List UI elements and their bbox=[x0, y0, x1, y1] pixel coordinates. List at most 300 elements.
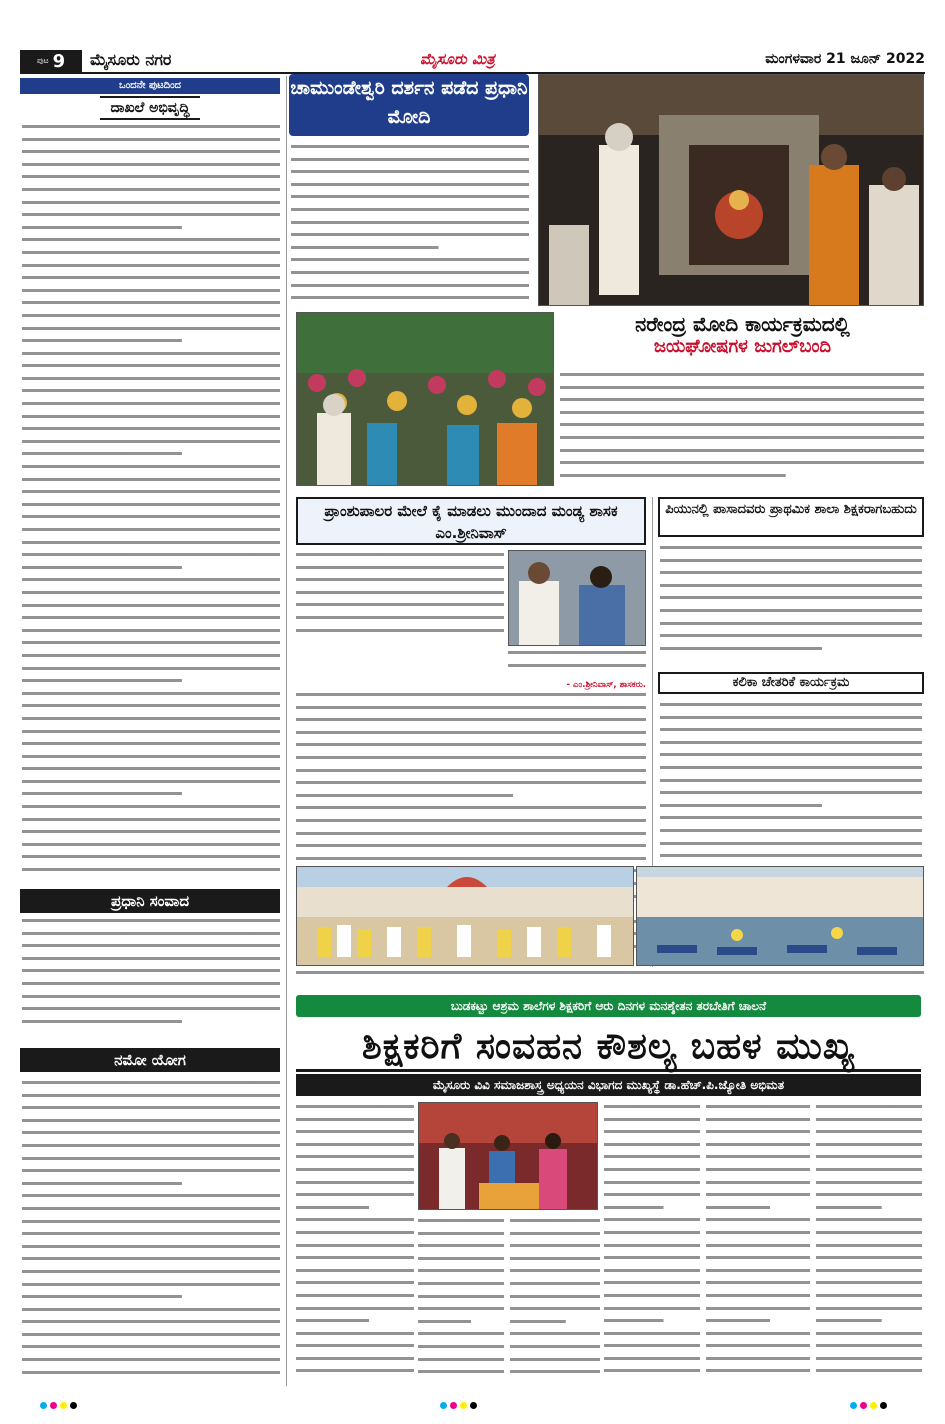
text-line bbox=[604, 1291, 700, 1300]
text-line bbox=[816, 1341, 922, 1350]
text-line bbox=[604, 1102, 700, 1111]
text-line bbox=[706, 1203, 810, 1212]
text-line bbox=[660, 593, 922, 602]
text-line bbox=[510, 1355, 600, 1364]
training-headline: ಶಿಕ್ಷಕರಿಗೆ ಸಂವಹನ ಕೌಶಲ್ಯ ಬಹಳ ಮುಖ್ಯ bbox=[296, 1022, 921, 1072]
text-line bbox=[816, 1203, 922, 1212]
text-line bbox=[816, 1165, 922, 1174]
text-line bbox=[296, 1178, 414, 1187]
text-line bbox=[22, 550, 280, 559]
text-line bbox=[22, 286, 280, 295]
text-line bbox=[604, 1366, 700, 1375]
text-line bbox=[816, 1278, 922, 1287]
text-line bbox=[604, 1115, 700, 1124]
text-line bbox=[291, 218, 529, 227]
text-line bbox=[296, 703, 646, 712]
text-line bbox=[22, 1254, 280, 1263]
text-line bbox=[291, 167, 529, 176]
text-line bbox=[296, 1366, 414, 1375]
text-line bbox=[706, 1304, 810, 1313]
text-line bbox=[22, 1342, 280, 1351]
rally-photo bbox=[296, 312, 554, 486]
text-line bbox=[660, 581, 922, 590]
rally-photo-illustration bbox=[297, 313, 554, 486]
text-line bbox=[291, 230, 529, 239]
text-line bbox=[296, 1278, 414, 1287]
text-line bbox=[22, 651, 280, 660]
section-title: ಮೈಸೂರು ನಗರ bbox=[90, 50, 172, 69]
registration-dot-black bbox=[880, 1402, 887, 1409]
text-line bbox=[296, 740, 646, 749]
text-line bbox=[22, 777, 280, 786]
learning-headline: ಕಲಿಕಾ ಚೇತರಿಕೆ ಕಾರ್ಯಕ್ರಮ bbox=[658, 672, 924, 694]
text-line bbox=[22, 1128, 280, 1137]
text-line bbox=[706, 1253, 810, 1262]
issue-date: ಮಂಗಳವಾರ 21 ಜೂನ್ 2022 bbox=[765, 51, 925, 67]
text-line bbox=[22, 1091, 280, 1100]
text-line bbox=[510, 1304, 600, 1313]
training-text-col6 bbox=[816, 1102, 922, 1387]
text-line bbox=[22, 689, 280, 698]
text-line bbox=[816, 1266, 922, 1275]
temple-photo bbox=[538, 74, 924, 306]
text-line bbox=[22, 525, 280, 534]
text-line bbox=[22, 1116, 280, 1125]
registration-marks-left bbox=[40, 1402, 77, 1409]
text-line bbox=[816, 1316, 922, 1325]
registration-marks-right bbox=[850, 1402, 887, 1409]
text-line bbox=[22, 676, 280, 685]
text-line bbox=[22, 1017, 280, 1026]
registration-dot-cyan bbox=[850, 1402, 857, 1409]
text-line bbox=[706, 1140, 810, 1149]
text-line bbox=[816, 1215, 922, 1224]
text-line bbox=[22, 210, 280, 219]
text-line bbox=[296, 588, 504, 597]
text-line bbox=[510, 1266, 600, 1275]
text-line bbox=[22, 1292, 280, 1301]
text-line bbox=[816, 1366, 922, 1375]
text-line bbox=[296, 753, 646, 762]
text-line bbox=[510, 1367, 600, 1376]
text-line bbox=[508, 661, 646, 670]
text-line bbox=[296, 600, 504, 609]
mla-photo bbox=[508, 550, 646, 646]
text-line bbox=[604, 1178, 700, 1187]
text-line bbox=[296, 550, 504, 559]
text-line bbox=[418, 1329, 504, 1338]
text-line bbox=[22, 147, 280, 156]
text-line bbox=[296, 816, 646, 825]
text-line bbox=[418, 1266, 504, 1275]
text-line bbox=[291, 192, 529, 201]
text-line bbox=[660, 776, 922, 785]
text-line bbox=[22, 1280, 280, 1289]
text-line bbox=[510, 1241, 600, 1250]
heading-development: ದಾಖಲೆ ಅಭಿವೃದ್ಧಿ bbox=[20, 96, 280, 120]
page-number: 9 bbox=[52, 50, 66, 72]
text-line bbox=[22, 223, 280, 232]
text-line bbox=[22, 1154, 280, 1163]
text-line bbox=[296, 841, 646, 850]
text-line bbox=[510, 1279, 600, 1288]
text-line bbox=[418, 1279, 504, 1288]
text-line bbox=[604, 1127, 700, 1136]
text-line bbox=[604, 1266, 700, 1275]
text-line bbox=[706, 1165, 810, 1174]
text-line bbox=[22, 248, 280, 257]
text-line bbox=[418, 1254, 504, 1263]
text-line bbox=[418, 1241, 504, 1250]
text-line bbox=[22, 802, 280, 811]
text-line bbox=[296, 1316, 414, 1325]
rally-headline-line2: ಜಯಘೋಷಗಳ ಜುಗಲ್‌ಬಂದಿ bbox=[653, 336, 832, 357]
text-line bbox=[706, 1115, 810, 1124]
training-photo bbox=[418, 1102, 598, 1210]
text-line bbox=[22, 1317, 280, 1326]
text-line bbox=[22, 752, 280, 761]
text-line bbox=[22, 701, 280, 710]
text-line bbox=[560, 395, 924, 404]
registration-dot-magenta bbox=[50, 1402, 57, 1409]
text-line bbox=[296, 690, 646, 699]
registration-dot-black bbox=[470, 1402, 477, 1409]
text-line bbox=[296, 1140, 414, 1149]
text-line bbox=[706, 1228, 810, 1237]
text-line bbox=[604, 1215, 700, 1224]
registration-dot-yellow bbox=[60, 1402, 67, 1409]
text-line bbox=[22, 399, 280, 408]
text-line bbox=[296, 1152, 414, 1161]
text-line bbox=[706, 1316, 810, 1325]
text-line bbox=[291, 180, 529, 189]
teacher-headline: ಪಿಯುನಲ್ಲಿ ಪಾಸಾದವರು ಪ್ರಾಥಮಿಕ ಶಾಲಾ ಶಿಕ್ಷಕರಾಗಬಹುದು bbox=[658, 497, 924, 537]
text-line bbox=[660, 713, 922, 722]
text-line bbox=[296, 1203, 414, 1212]
text-line bbox=[706, 1215, 810, 1224]
temple-headline: ಚಾಮುಂಡೇಶ್ವರಿ ದರ್ಶನ ಪಡೆದ ಪ್ರಧಾನಿ ಮೋದಿ bbox=[289, 74, 529, 136]
text-line bbox=[816, 1354, 922, 1363]
text-line bbox=[706, 1152, 810, 1161]
text-line bbox=[22, 1204, 280, 1213]
text-line bbox=[22, 500, 280, 509]
text-line bbox=[604, 1152, 700, 1161]
text-line bbox=[660, 826, 922, 835]
text-line bbox=[706, 1190, 810, 1199]
text-line bbox=[296, 728, 646, 737]
text-line bbox=[660, 801, 922, 810]
text-line bbox=[296, 1291, 414, 1300]
text-line bbox=[510, 1317, 600, 1326]
text-line bbox=[604, 1304, 700, 1313]
text-line bbox=[22, 840, 280, 849]
text-line bbox=[296, 626, 504, 635]
text-line bbox=[816, 1102, 922, 1111]
registration-dot-cyan bbox=[40, 1402, 47, 1409]
text-line bbox=[816, 1190, 922, 1199]
text-line bbox=[22, 664, 280, 673]
text-line bbox=[22, 1217, 280, 1226]
text-line bbox=[660, 725, 922, 734]
text-line bbox=[660, 700, 922, 709]
text-line bbox=[22, 727, 280, 736]
text-line bbox=[22, 979, 280, 988]
text-line bbox=[706, 1127, 810, 1136]
text-line bbox=[22, 966, 280, 975]
text-line bbox=[22, 865, 280, 874]
text-line bbox=[706, 1354, 810, 1363]
text-line bbox=[296, 1253, 414, 1262]
text-line bbox=[604, 1341, 700, 1350]
registration-dot-cyan bbox=[440, 1402, 447, 1409]
text-line bbox=[296, 715, 646, 724]
text-line bbox=[604, 1278, 700, 1287]
text-line bbox=[22, 261, 280, 270]
text-line bbox=[22, 852, 280, 861]
text-line bbox=[22, 424, 280, 433]
text-line bbox=[22, 1368, 280, 1377]
registration-marks-center bbox=[440, 1402, 477, 1409]
text-line bbox=[660, 763, 922, 772]
text-line bbox=[291, 255, 529, 264]
text-line bbox=[660, 606, 922, 615]
mla-article-text-a bbox=[296, 550, 504, 650]
text-line bbox=[291, 293, 529, 302]
training-text-col3 bbox=[510, 1216, 600, 1386]
yoga-mats-illustration bbox=[637, 867, 924, 966]
text-line bbox=[560, 471, 924, 480]
text-line bbox=[560, 383, 924, 392]
registration-dot-yellow bbox=[870, 1402, 877, 1409]
text-line bbox=[22, 1267, 280, 1276]
text-line bbox=[296, 854, 646, 863]
mla-quote bbox=[508, 648, 646, 688]
text-line bbox=[816, 1115, 922, 1124]
text-line bbox=[418, 1304, 504, 1313]
text-line bbox=[22, 916, 280, 925]
mla-quote-text bbox=[508, 648, 646, 680]
text-line bbox=[418, 1292, 504, 1301]
text-line bbox=[660, 568, 922, 577]
text-line bbox=[22, 160, 280, 169]
text-line bbox=[604, 1228, 700, 1237]
text-line bbox=[510, 1229, 600, 1238]
article-yoga-text bbox=[22, 1078, 280, 1388]
text-line bbox=[22, 1330, 280, 1339]
paper-name: ಮೈಸೂರು ಮಿತ್ರ bbox=[420, 50, 495, 68]
text-line bbox=[816, 1140, 922, 1149]
text-line bbox=[816, 1304, 922, 1313]
text-line bbox=[296, 1241, 414, 1250]
registration-dot-magenta bbox=[860, 1402, 867, 1409]
registration-dot-black bbox=[70, 1402, 77, 1409]
page-label: ಪುಟ bbox=[36, 56, 49, 65]
text-line bbox=[296, 575, 504, 584]
text-line bbox=[296, 1228, 414, 1237]
text-line bbox=[22, 122, 280, 131]
text-line bbox=[22, 1103, 280, 1112]
temple-photo-illustration bbox=[539, 75, 924, 306]
text-line bbox=[604, 1165, 700, 1174]
text-line bbox=[291, 155, 529, 164]
yoga-photo-group bbox=[296, 866, 634, 966]
text-line bbox=[22, 412, 280, 421]
text-line bbox=[22, 349, 280, 358]
text-line bbox=[22, 172, 280, 181]
text-line bbox=[660, 631, 922, 640]
text-line bbox=[296, 1102, 414, 1111]
text-line bbox=[660, 556, 922, 565]
text-line bbox=[816, 1253, 922, 1262]
text-line bbox=[660, 851, 922, 860]
text-line bbox=[560, 370, 924, 379]
text-line bbox=[660, 788, 922, 797]
text-line bbox=[418, 1367, 504, 1376]
text-line bbox=[418, 1342, 504, 1351]
mla-photo-illustration bbox=[509, 551, 646, 646]
text-line bbox=[510, 1292, 600, 1301]
text-line bbox=[706, 1278, 810, 1287]
text-line bbox=[706, 1102, 810, 1111]
training-text-col4 bbox=[604, 1102, 700, 1387]
text-line bbox=[296, 1329, 414, 1338]
text-line bbox=[604, 1329, 700, 1338]
text-line bbox=[22, 298, 280, 307]
text-line bbox=[706, 1266, 810, 1275]
text-line bbox=[816, 1127, 922, 1136]
text-line bbox=[22, 324, 280, 333]
text-line bbox=[604, 1253, 700, 1262]
text-line bbox=[706, 1241, 810, 1250]
text-line bbox=[22, 827, 280, 836]
text-line bbox=[560, 458, 924, 467]
heading-namo-yoga: ನಮೋ ಯೋಗ bbox=[20, 1048, 280, 1072]
text-line bbox=[660, 619, 922, 628]
rally-headline bbox=[560, 312, 925, 357]
text-line bbox=[22, 1166, 280, 1175]
text-line bbox=[22, 374, 280, 383]
text-line bbox=[22, 563, 280, 572]
text-line bbox=[22, 361, 280, 370]
text-line bbox=[296, 1115, 414, 1124]
text-line bbox=[296, 766, 646, 775]
text-line bbox=[22, 941, 280, 950]
text-line bbox=[296, 829, 646, 838]
continued-kicker: ಒಂದನೇ ಪುಟದಿಂದ bbox=[20, 78, 280, 94]
text-line bbox=[816, 1329, 922, 1338]
text-line bbox=[296, 1304, 414, 1313]
text-line bbox=[296, 1127, 414, 1136]
text-line bbox=[22, 386, 280, 395]
text-line bbox=[22, 1004, 280, 1013]
text-line bbox=[296, 613, 504, 622]
training-text-col2 bbox=[418, 1216, 504, 1386]
text-line bbox=[22, 135, 280, 144]
text-line bbox=[22, 613, 280, 622]
text-line bbox=[816, 1152, 922, 1161]
text-line bbox=[706, 1341, 810, 1350]
text-line bbox=[660, 839, 922, 848]
training-photo-illustration bbox=[419, 1103, 598, 1210]
text-line bbox=[418, 1317, 504, 1326]
text-line bbox=[22, 714, 280, 723]
text-line bbox=[604, 1190, 700, 1199]
text-line bbox=[560, 433, 924, 442]
mla-quote-attribution: - ಎಂ.ಶ್ರೀನಿವಾಸ್, ಶಾಸಕರು. bbox=[566, 680, 646, 690]
text-line bbox=[22, 487, 280, 496]
text-line bbox=[22, 198, 280, 207]
yoga-photo-mats bbox=[636, 866, 924, 966]
text-line bbox=[706, 1366, 810, 1375]
text-line bbox=[291, 281, 529, 290]
text-line bbox=[510, 1342, 600, 1351]
text-line bbox=[22, 449, 280, 458]
text-line bbox=[296, 1341, 414, 1350]
text-line bbox=[22, 789, 280, 798]
yoga-caption-text bbox=[296, 968, 924, 990]
text-line bbox=[22, 336, 280, 345]
text-line bbox=[22, 626, 280, 635]
text-line bbox=[22, 1305, 280, 1314]
text-line bbox=[22, 1242, 280, 1251]
text-line bbox=[816, 1241, 922, 1250]
text-line bbox=[296, 778, 646, 787]
text-line bbox=[510, 1329, 600, 1338]
masthead bbox=[20, 48, 925, 74]
text-line bbox=[22, 462, 280, 471]
text-line bbox=[22, 575, 280, 584]
text-line bbox=[560, 420, 924, 429]
text-line bbox=[22, 1355, 280, 1364]
text-line bbox=[22, 1078, 280, 1087]
text-line bbox=[22, 538, 280, 547]
text-line bbox=[22, 739, 280, 748]
text-line bbox=[22, 273, 280, 282]
text-line bbox=[510, 1254, 600, 1263]
text-line bbox=[22, 512, 280, 521]
text-line bbox=[22, 954, 280, 963]
text-line bbox=[22, 1141, 280, 1150]
text-line bbox=[604, 1316, 700, 1325]
text-line bbox=[22, 1179, 280, 1188]
text-line bbox=[22, 764, 280, 773]
text-line bbox=[660, 644, 922, 653]
text-line bbox=[22, 311, 280, 320]
text-line bbox=[418, 1355, 504, 1364]
text-line bbox=[291, 205, 529, 214]
text-line bbox=[296, 1215, 414, 1224]
text-line bbox=[296, 791, 646, 800]
mla-headline: ಪ್ರಾಂಶುಪಾಲರ ಮೇಲೆ ಕೈ ಮಾಡಲು ಮುಂದಾದ ಮಂಡ್ಯ ಶಾಸಕ ಎಂ.ಶ್ರೀನಿವಾಸ್ bbox=[296, 497, 646, 545]
text-line bbox=[508, 648, 646, 657]
page-number-box bbox=[20, 50, 82, 72]
temple-article-text bbox=[291, 142, 529, 306]
text-line bbox=[816, 1178, 922, 1187]
text-line bbox=[296, 1190, 414, 1199]
text-line bbox=[816, 1228, 922, 1237]
text-line bbox=[660, 738, 922, 747]
text-line bbox=[706, 1178, 810, 1187]
text-line bbox=[560, 446, 924, 455]
text-line bbox=[604, 1241, 700, 1250]
text-line bbox=[22, 815, 280, 824]
text-line bbox=[296, 1354, 414, 1363]
training-text-col5 bbox=[706, 1102, 810, 1387]
text-line bbox=[296, 968, 924, 977]
text-line bbox=[604, 1203, 700, 1212]
text-line bbox=[22, 601, 280, 610]
text-line bbox=[22, 588, 280, 597]
